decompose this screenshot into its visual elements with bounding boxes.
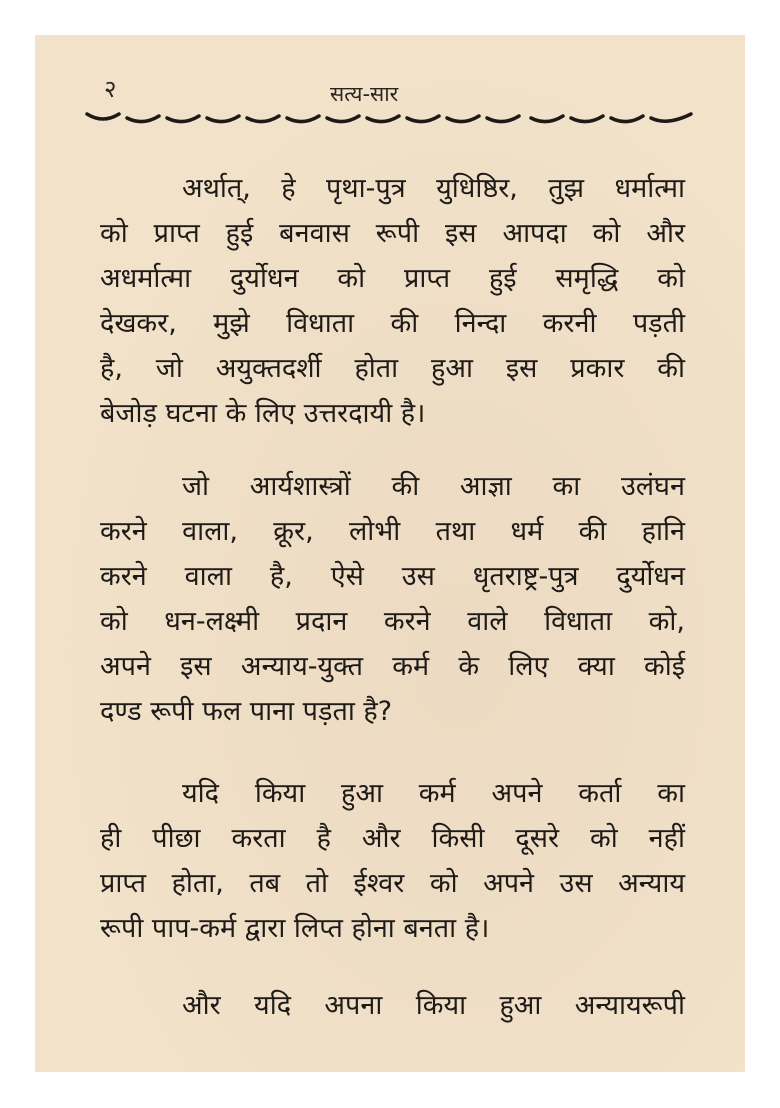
text-line: यदि किया हुआ कर्म अपने कर्ता का <box>182 778 685 809</box>
paragraph-4 <box>100 983 685 1028</box>
text-line: अर्थात्, हे पृथा-पुत्र युधिष्ठिर, तुझ धर्मात्मा <box>182 173 685 204</box>
text-line: अपने इस अन्याय-युक्त कर्म के लिए क्या कोई <box>100 651 685 682</box>
paragraph-3 <box>100 771 685 951</box>
text-line: को धन-लक्ष्मी प्रदान करने वाले विधाता को, <box>100 606 685 637</box>
text-line: रूपी पाप-कर्म द्वारा लिप्त होना बनता है। <box>100 913 490 944</box>
text-line: और यदि अपना किया हुआ अन्यायरूपी <box>182 990 685 1021</box>
text-line: अधर्मात्मा दुर्योधन को प्राप्त हुई समृद्धि को <box>100 263 685 294</box>
text-line: करने वाला है, ऐसे उस धृतराष्ट्र-पुत्र दुर्योधन <box>100 561 685 592</box>
text-line: को प्राप्त हुई बनवास रूपी इस आपदा को और <box>100 218 685 249</box>
text-line: दण्ड रूपी फल पाना पड़ता है? <box>100 696 393 727</box>
paragraph-2 <box>100 464 685 734</box>
running-title: सत्य-सार <box>330 82 399 106</box>
text-line: ही पीछा करता है और किसी दूसरे को नहीं <box>100 823 685 854</box>
text-line: करने वाला, क्रूर, लोभी तथा धर्म की हानि <box>100 516 685 547</box>
text-line: बेजोड़ घटना के लिए उत्तरदायी है। <box>100 398 426 429</box>
text-line: है, जो अयुक्तदर्शी होता हुआ इस प्रकार की <box>100 353 685 384</box>
ornamental-rule <box>85 106 697 128</box>
text-line: जो आर्यशास्त्रों की आज्ञा का उलंघन <box>182 471 685 502</box>
text-line: देखकर, मुझे विधाता की निन्दा करनी पड़ती <box>100 308 685 339</box>
page-number: २ <box>104 75 117 103</box>
paragraph-1 <box>100 166 685 436</box>
text-line: प्राप्त होता, तब तो ईश्वर को अपने उस अन्याय <box>100 868 685 899</box>
